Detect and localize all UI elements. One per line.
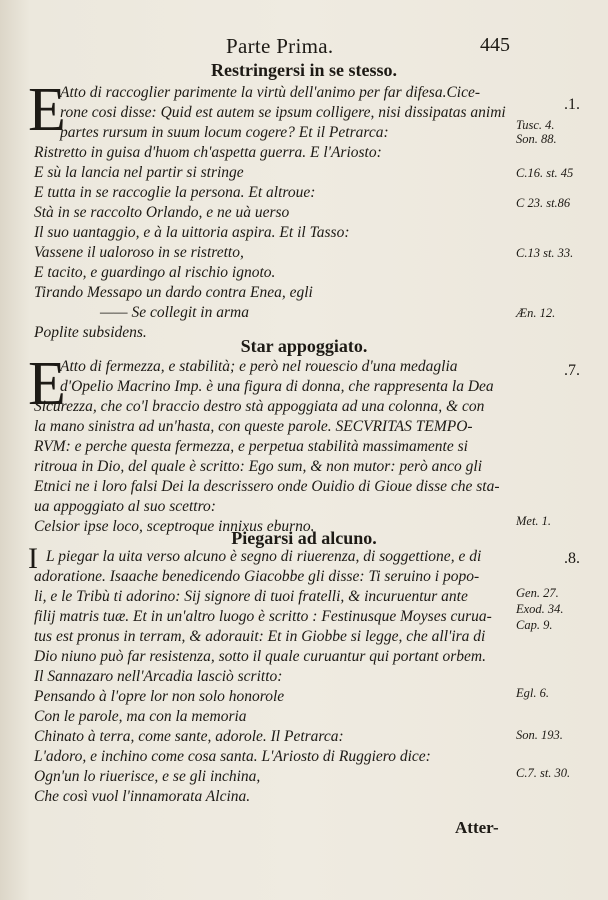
text-line: d'Opelio Macrino Imp. è una figura di donna, che rappresenta la Dea bbox=[60, 378, 494, 395]
text-line: ritroua in Dio, del quale è scritto: Ego sum, & non mutor: però anco gli bbox=[34, 458, 483, 475]
text-line: Pensando à l'opre lor non solo honorole bbox=[34, 688, 285, 705]
text-line: Il Sannazaro nell'Arcadia lasciò scritto: bbox=[34, 668, 283, 685]
margin-note: Exod. 34. bbox=[516, 602, 564, 616]
text-line: Vassene il ualoroso in se ristretto, bbox=[34, 244, 244, 261]
text-line: Etnici ne i loro falsi Dei la descrissero onde Ouidio di Gioue disse che sta- bbox=[34, 478, 500, 495]
margin-note: Son. 193. bbox=[516, 728, 563, 742]
text-line: L piegar la uita verso alcuno è segno di riuerenza, di soggettione, e di bbox=[46, 548, 482, 565]
text-line: L'adoro, e inchino come cosa santa. L'Ariosto di Ruggiero dice: bbox=[34, 748, 431, 765]
margin-note: Gen. 27. bbox=[516, 586, 559, 600]
margin-note: C 23. st.86 bbox=[516, 196, 571, 210]
text-line: la mano sinistra ad un'hasta, con queste parole. SECVRITAS TEMPO- bbox=[34, 418, 473, 435]
page-number: 445 bbox=[480, 34, 510, 56]
section-number: .7. bbox=[564, 362, 580, 379]
text-line: Chinato à terra, come sante, adorole. Il Petrarca: bbox=[34, 728, 344, 745]
margin-note: Met. 1. bbox=[516, 514, 552, 528]
text-line: Atto di raccoglier parimente la virtù dell'animo per far difesa.Cice- bbox=[60, 84, 481, 101]
text-line: Il suo uantaggio, e à la uittoria aspira. Et il Tasso: bbox=[34, 224, 350, 241]
text-line: Sicurezza, che co'l braccio destro stà appoggiata ad una colonna, & con bbox=[34, 398, 485, 415]
text-line: rone cosi disse: Quid est autem se ipsum colligere, nisi dissipatas animi bbox=[60, 104, 506, 121]
text-line: —— Se collegit in arma bbox=[100, 304, 249, 321]
section-number: .8. bbox=[564, 550, 580, 567]
section-heading: Piegarsi ad alcuno. bbox=[231, 528, 377, 548]
drop-cap: I bbox=[28, 542, 38, 575]
text-line: Che così vuol l'innamorata Alcina. bbox=[34, 788, 251, 805]
margin-note: C.7. st. 30. bbox=[516, 766, 571, 780]
section-heading: Star appoggiato. bbox=[240, 336, 368, 356]
margin-note: Egl. 6. bbox=[516, 686, 549, 700]
text-line: ua appoggiato al suo scettro: bbox=[34, 498, 216, 515]
catchword: Atter- bbox=[455, 818, 499, 837]
text-line: li, e le Tribù ti adorino: Sij signore di tuoi fratelli, & incuruentur ante bbox=[34, 588, 468, 605]
text-line: Stà in se raccolto Orlando, e ne uà uerso bbox=[34, 204, 290, 221]
margin-note: C.16. st. 45 bbox=[516, 166, 574, 180]
text-line: E tacito, e guardingo al rischio ignoto. bbox=[34, 264, 276, 281]
text-line: tus est pronus in terram, & adorauit: Et in Giobbe si legge, che all'ira di bbox=[34, 628, 486, 645]
text-line: adoratione. Isaache benedicendo Giacobbe gli disse: Ti seruino i popo- bbox=[34, 568, 480, 585]
text-line: E sù la lancia nel partir si stringe bbox=[34, 164, 244, 181]
text-line: Atto di fermezza, e stabilità; e però nel rouescio d'una medaglia bbox=[60, 358, 458, 375]
text-line: Tirando Messapo un dardo contra Enea, egli bbox=[34, 284, 313, 301]
text-line: E tutta in se raccoglie la persona. Et altroue: bbox=[34, 184, 316, 201]
section-heading: Restringersi in se stesso. bbox=[211, 60, 397, 80]
text-line: Celsior ipse loco, sceptroque innixus eburno. bbox=[34, 518, 315, 535]
text-line: Dio niuno può far resistenza, sotto il quale curuantur qui portant orbem. bbox=[34, 648, 486, 665]
drop-cap: E bbox=[28, 350, 66, 418]
section-number: .1. bbox=[564, 96, 580, 113]
margin-note: C.13 st. 33. bbox=[516, 246, 574, 260]
text-line: partes rursum in suum locum cogere? Et il Petrarca: bbox=[60, 124, 389, 141]
text-line: Ristretto in guisa d'huom ch'aspetta guerra. E l'Ariosto: bbox=[34, 144, 382, 161]
margin-note: Æn. 12. bbox=[516, 306, 556, 320]
text-line: Poplite subsidens. bbox=[34, 324, 147, 341]
text-line: Con le parole, ma con la memoria bbox=[34, 708, 247, 725]
text-line: RVM: e perche questa fermezza, e perpetua stabilità massimamente si bbox=[34, 438, 468, 455]
text-line: Ogn'un lo riuerisce, e se gli inchina, bbox=[34, 768, 261, 785]
running-head: Parte Prima. bbox=[226, 34, 334, 58]
margin-note: Tusc. 4. bbox=[516, 118, 555, 132]
text-line: filij matris tuæ. Et in un'altro luogo è scritto : Festinusque Moyses curua- bbox=[34, 608, 492, 625]
drop-cap: E bbox=[28, 76, 66, 144]
margin-note: Son. 88. bbox=[516, 132, 557, 146]
margin-note: Cap. 9. bbox=[516, 618, 553, 632]
